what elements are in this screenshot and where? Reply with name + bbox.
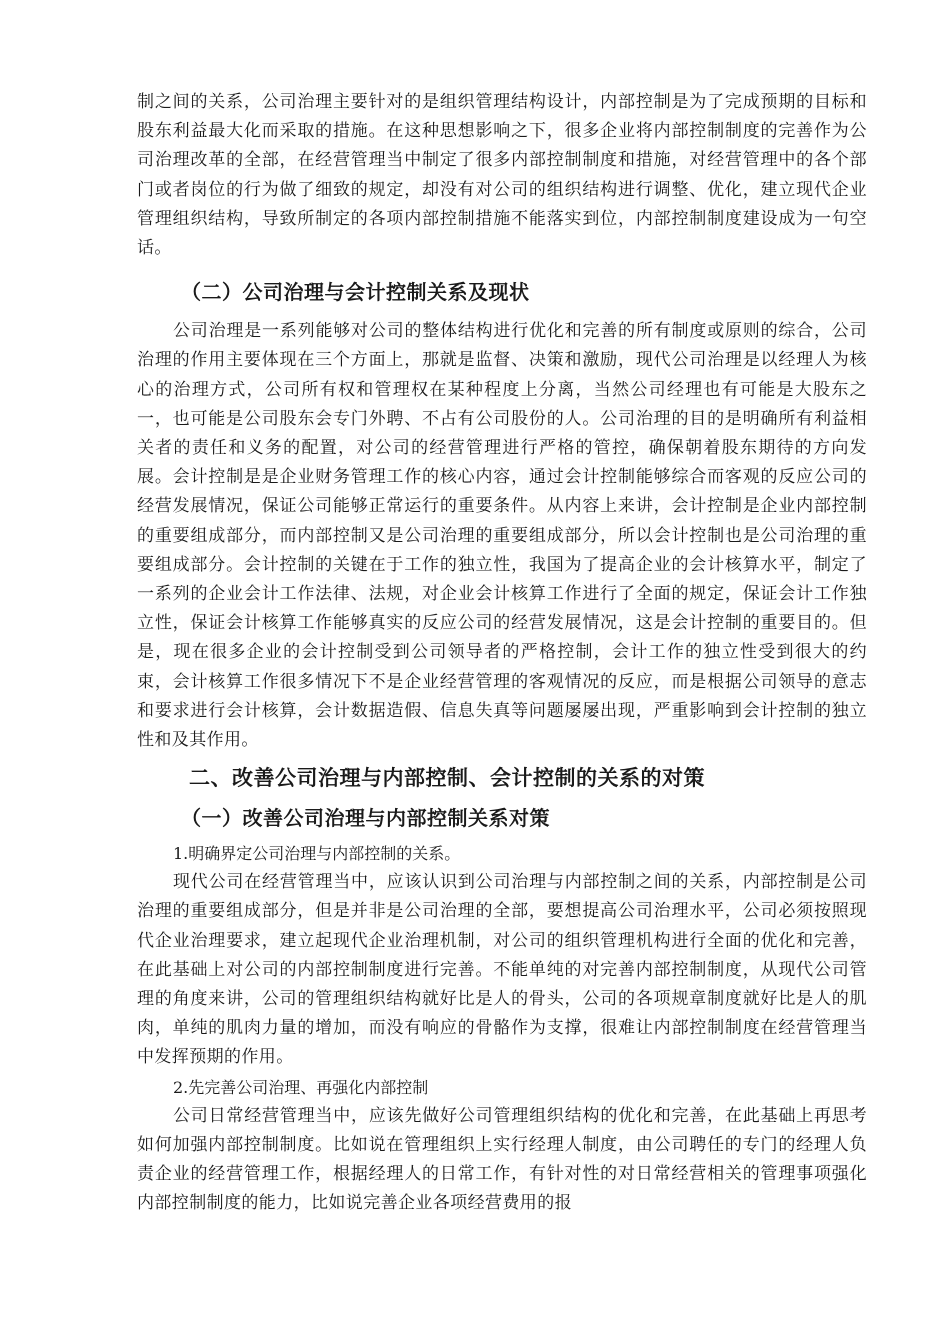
part-heading-2: 二、改善公司治理与内部控制、会计控制的关系的对策 [189,766,705,791]
paragraph-2: 公司治理是一系列能够对公司的整体结构进行优化和完善的所有制度或原则的综合，公司治理的作用主要体现在三个方面上，那就是监督、决策和激励，现代公司治理是以经理人为核心的治理方式，公司所有权和管理权在某种程度上分离，当然公司经理也有可能是大股东之一，也可能是公司股东会专门外聘、不占有公司股份的人。公司治理的目的是明确所有利益相关者的责任和义务的配置，对公司的经营管理进行严格的管控，确保朝着股东期待的方向发展。会计控制是是企业财务管理工作的核心内容，通过会计控制能够综合而客观的反应公司的经营发展情况，保证公司能够正常运行的重要条件。从内容上来讲，会计控制是企业内部控制的重要组成部分，而内部控制又是公司治理的重要组成部分，所以会计控制也是公司治理的重要组成部分。会计控制的关键在于工作的独立性，我国为了提高企业的会计核算水平，制定了一系列的企业会计工作法律、法规，对企业会计核算工作进行了全面的规定，保证会计工作独立性，保证会计核算工作能够真实的反应公司的经营发展情况，这是会计控制的重要目的。但是，现在很多企业的会计控制受到公司领导者的严格控制，会计工作的独立性受到很大的约束，会计核算工作很多情况下不是企业经营管理的客观情况的反应，而是根据公司领导的意志和要求进行会计核算，会计数据造假、信息失真等问题屡屡出现，严重影响到会计控制的独立性和及其作用。 [137,321,867,751]
list-item-1: 1.明确界定公司治理与内部控制的关系。 [173,844,461,864]
list-item-2: 2.先完善公司治理、再强化内部控制 [173,1077,429,1097]
paragraph-3: 现代公司在经营管理当中，应该认识到公司治理与内部控制之间的关系，内部控制是公司治理的重要组成部分，但是并非是公司治理的全部，要想提高公司治理水平，公司必须按照现代企业治理要求，建立起现代企业治理机制，对公司的组织管理机构进行全面的优化和完善，在此基础上对公司的内部控制制度进行完善。不能单纯的对完善内部控制制度，从现代公司管理的角度来讲，公司的管理组织结构就好比是人的骨头，公司的各项规章制度就好比是人的肌肉，单纯的肌肉力量的增加，而没有响应的骨骼作为支撑，很难让内部控制制度在经营管理当中发挥预期的作用。 [137,872,867,1068]
paragraph-1: 制之间的关系，公司治理主要针对的是组织管理结构设计，内部控制是为了完成预期的目标和股东利益最大化而采取的措施。在这种思想影响之下，很多企业将内部控制制度的完善作为公司治理改革的全部，在经营管理当中制定了很多内部控制制度和措施，对经营管理中的各个部门或者岗位的行为做了细致的规定，却没有对公司的组织结构进行调整、优化，建立现代企业管理组织结构，导致所制定的各项内部控制措施不能落实到位，内部控制制度建设成为一句空话。 [137,92,867,259]
subsection-heading-1: （一）改善公司治理与内部控制关系对策 [181,806,550,831]
document-page [137,88,867,1219]
section-heading-2: （二）公司治理与会计控制关系及现状 [181,280,530,305]
paragraph-4: 公司日常经营管理当中，应该先做好公司管理组织结构的优化和完善，在此基础上再思考如何加强内部控制制度。比如说在管理组织上实行经理人制度，由公司聘任的专门的经理人负责企业的经营管理工作，根据经理人的日常工作，有针对性的对日常经营相关的管理事项强化内部控制制度的能力，比如说完善企业各项经营费用的报 [137,1105,867,1214]
